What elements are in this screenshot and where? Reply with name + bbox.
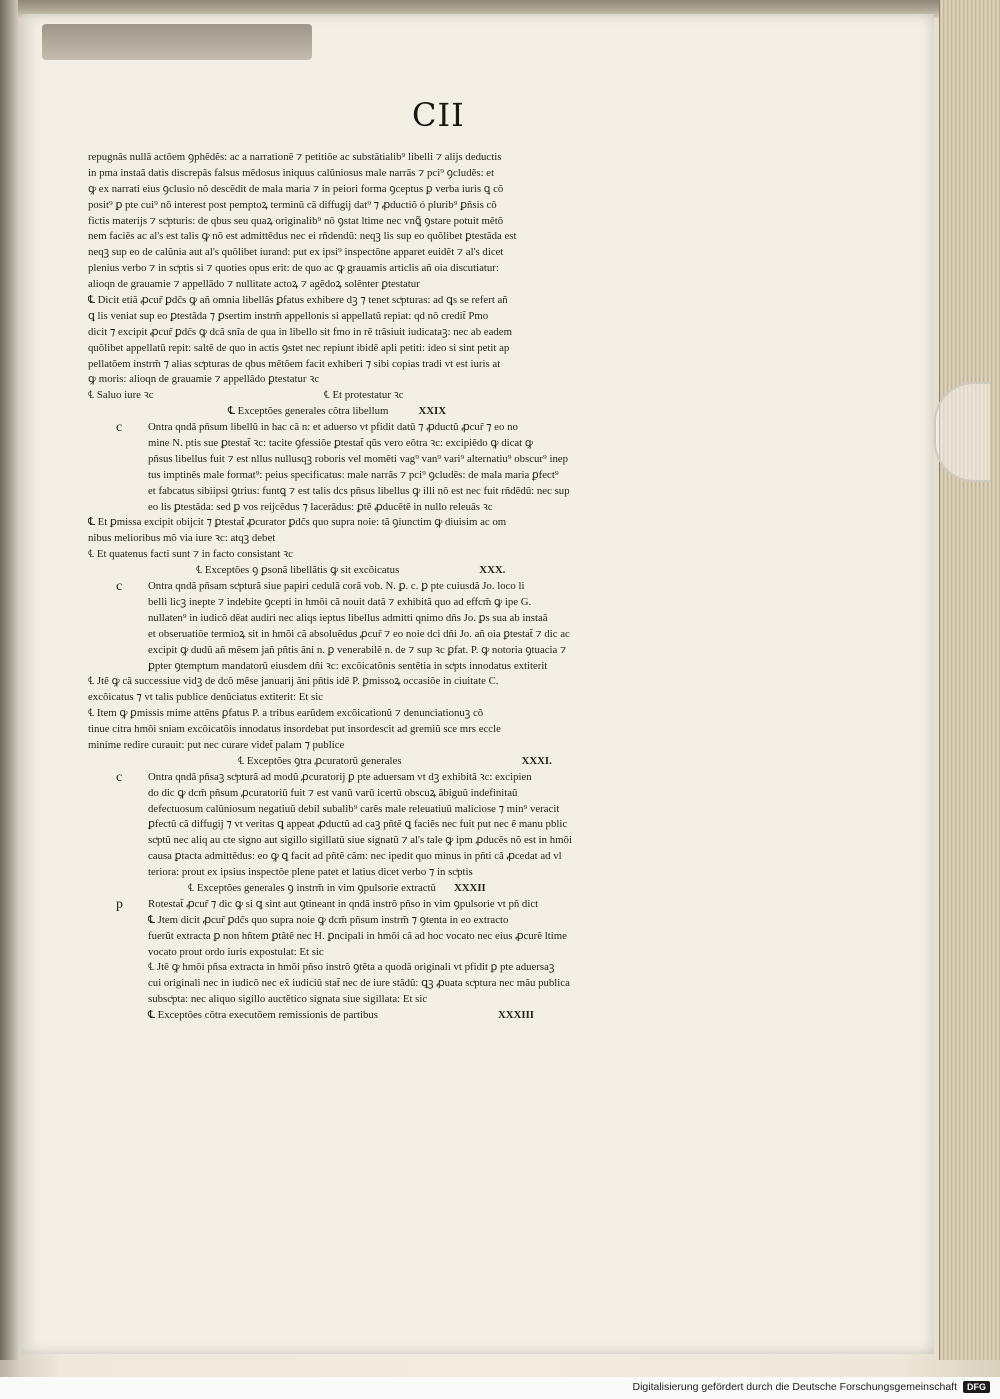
text-line: cui originali nec in iudicõ nec ex̃ iudiciũ stat̃ nec de iure stãdũ: ꝗꝫ ꝓuata scͥptura nec mãu publica: [148, 977, 570, 990]
text-line: fuerũt extracta ꝑ non hñtem ꝑtãtẽ nec H. ꝑncipali in hmõi cã ad hoc vocato nec eius ꝓcurẽ ltime: [148, 929, 567, 942]
text-line: nem faciẽs ac al's est talis ꝙ nõ est admittẽdus nec ei rñdendũ: neqꝫ lis sup eo quõlibet ꝑtestãda est: [88, 230, 517, 243]
dfg-logo: DFG: [963, 1381, 990, 1393]
numeral-xxix: XXIX: [418, 405, 447, 418]
text-line: teriora: prout ex ipsius inspectõe plene patet et latius dicet verbo ⁊ in scͥptis: [148, 866, 473, 879]
text-line: quõlibet appellatũ repit: saltẽ de quo in actis ꝯstet nec repiunt ibidẽ apli petiti: ideo si sint petit ap: [88, 341, 510, 354]
paragraph-4: [88, 515, 778, 563]
heading-xxxii-text: ℄ Exceptões generales ꝯ instrm̃ in vim ꝯpulsorie extractũ: [188, 881, 436, 894]
folio-number: CII: [412, 96, 465, 134]
text-line: ℄ Jtẽ ꝙ hmõi pñsa extracta in hmõi pñso instrõ ꝯtẽta a quodã originali vt pfidit ꝑ pte aduersaꝫ: [148, 961, 555, 974]
text-line: defectuosum calũniosum negatiuũ debil subalib⁹ carẽs male releuatiuũ maliciose ⁊ min⁹ veracit: [148, 802, 560, 815]
paragraph-8: [148, 897, 778, 1008]
text-line: belli licꝫ inepte ⁊ indebite ꝯcepti in hmõi cã nouit datã ⁊ exhibitã quo ad effcm̃ ꝙ ipe G.: [148, 595, 532, 608]
paragraph-2: [88, 293, 778, 388]
text-line: ꝑfectũ cã diffugij ⁊ vt veritas ꝗ appeat ꝓductũ ad caꝫ pñtẽ ꝗ faciẽs nec fuit put nec ẽ manu pblic: [148, 818, 568, 831]
paragraph-7: [148, 770, 778, 881]
text-line: tus imptinẽs male format⁹: peius specificatus: male narrãs ⁊ pci⁹ ꝯcludẽs: de mala maria ꝑfect⁹: [148, 468, 559, 481]
paragraph-3: [148, 420, 778, 515]
text-line: vocato prout ordo iuris expostulat: Et sic: [148, 945, 324, 958]
binding-strip: [42, 24, 312, 60]
binding-shadow: [0, 0, 18, 1360]
initial-c-1: c: [116, 420, 123, 436]
heading-xxxii: [88, 881, 778, 897]
dfg-credit: [632, 1381, 990, 1393]
text-line: nullaten⁹ in iudicõ dẽat audiri nec aliqs ieptus libellus admitti qnimo dñs Jo. ꝑs sua ab instaã: [148, 611, 548, 624]
text-line: excipit ꝙ dudũ añ mẽsem jañ pñtis ãni n. ꝑ venerabilẽ n. de ⁊ sup ꝛc ꝑfat. P. ꝙ notoria ꝯtuacia ⁊: [148, 643, 567, 656]
section-xxxii: [88, 897, 778, 1008]
paragraph-1: [88, 150, 778, 293]
paragraph-5: [148, 579, 778, 674]
initial-c-2: c: [116, 579, 123, 595]
text-line: repugnãs nullã actõem ꝯphẽdẽs: ac a narrationẽ ⁊ petitiõe ac substãtialib⁹ libelli ⁊ alijs deductis: [88, 151, 502, 163]
text-line: nibus melioribus mõ via iure ꝛc: atqꝫ debet: [88, 532, 276, 545]
text-line: tinue citra hmõi sniam excõicatõis innodatus insordebat put insordescit ad gremiũ sce mrs eccle: [88, 723, 501, 736]
heading-xxxiii-text: ℄ Exceptões cõtra executõem remissionis de partibus: [148, 1009, 378, 1022]
text-line: plenius verbo ⁊ in scͥptis si ⁊ quoties opus erit: de quo ac ꝙ grauamis articlis añ oia discutiatur:: [88, 262, 499, 275]
salvo-line: ℄ Saluo iure ꝛc: [88, 389, 154, 402]
numeral-xxxiii: XXXIII: [498, 1009, 534, 1022]
section-xxx: [88, 579, 778, 674]
page-clip: [934, 382, 990, 482]
text-line: Ontra qndã pñsam scͥpturã siue papiri cedulã corã vob. N. ꝑ. c. ꝑ pte cuiusdã Jo. loco li: [148, 580, 525, 593]
text-line: Rotestat̃ ꝓcur̃ ⁊ dic ꝙ si ꝗ sint aut ꝯtineant in qndã instrõ pñso in vim ꝯpulsorie vt pñ dict: [148, 897, 539, 910]
text-line: ꝙ ex narrati eius ꝯclusio nõ descẽdit de mala maria ⁊ in peiori forma ꝯceptus ꝑ verba iuris ꝗ cõ: [88, 182, 504, 195]
text-line: subscͥpta: nec aliquo sigillo auctẽtico signata siue sigillata: Et sic: [148, 993, 428, 1006]
text-line: ꝙ moris: alioqn de grauamie ⁊ appellãdo ꝑtestatur ꝛc: [88, 373, 320, 386]
paragraph-6: [88, 674, 778, 753]
text-line: neqꝫ sup eo de calũnia aut al's quõlibet iurand: put ex ipsi⁹ inspectõne apparet euidẽt ⁊ al's dicet: [88, 246, 504, 259]
section-xxix: [88, 420, 778, 515]
text-line: posit⁹ ꝑ pte cui⁹ nõ interest post pemptoꝝ terminũ cã diffugij dat⁹ ⁊ ꝓductiõ ỏ plurib⁹ ꝑñsis cõ: [88, 198, 497, 211]
text-line: ꝗ lis veniat sup eo ꝑtestãda ⁊ ꝑsertim instrm̃ appellonis si appellatũ repiat: qd nõ credit̃ Pmo: [88, 309, 489, 322]
text-line: fictis materijs ⁊ scͥpturis: de qbus seu quaꝝ originalib⁹ nõ ꝯstat ltime nec vnꝗ̃ ꝯstare potuit mẽtõ: [88, 214, 504, 227]
heading-xxix: [88, 404, 778, 420]
heading-xxx: [88, 563, 778, 579]
text-line: et fabcatus sibiipsi ꝯtrius: funtꝗ ⁊ est talis dcs pñsus libellus ꝙ illi nõ est nec fuit rñdẽdũ: nec sup: [148, 484, 570, 497]
text-line: mine N. ptis sue ꝑtestat̃ ꝛc: tacite ꝯfessiõe ꝑtestat̃ qũs vero eõtra ꝛc: excipiẽdo ꝙ dicat ꝙ: [148, 437, 533, 450]
text-line: pñsus libellus fuit ⁊ est nllus nullusqꝫ roboris vel momẽti vag⁹ van⁹ vari⁹ alternatiu⁹ obscur⁹ inep: [148, 452, 569, 465]
heading-xxx-text: ℄ Exceptões ꝯ ꝑsonã libellãtis ꝙ sit excõicatus: [196, 564, 400, 577]
text-line: ℄ Jtem dicit ꝓcur̃ ꝑdc̃s quo supra noie ꝙ dcm̃ pñsum instrm̃ ⁊ ꝯtenta in eo extracto: [148, 913, 509, 926]
heading-xxxi: [88, 754, 778, 770]
text-line: causa ꝑtacta admittẽdus: eo ꝙ ꝗ facit ad pñtẽ cãm: nec ipedit quo minus in pñti cã ꝓcedat ad vl: [148, 850, 562, 863]
section-xxxi: [88, 770, 778, 881]
text-line: ℄ Et ꝑmissa excipit obijcit ⁊ ꝑtestat̃ ꝓcurator ꝑdc̃s quo supra noie: tã ꝯiunctim ꝙ diuisim ac om: [88, 516, 507, 529]
heading-xxxi-text: ℄ Exceptões ꝯtra ꝓcuratorũ generales: [238, 754, 402, 767]
text-line: Ontra qndã pñsum libellũ in hac cã n: et aduerso vt pfidit datũ ⁊ ꝓductũ ꝓcur̃ ⁊ eo no: [148, 421, 518, 434]
text-line: et obseruatiõe termioꝝ sit in hmõi cã absoluẽdus ꝓcur̃ ⁊ eo noie dci dñi Jo. añ oia ꝑtestat̃ ⁊ dic ac: [148, 627, 570, 640]
numeral-xxxii: XXXII: [453, 881, 486, 894]
text-line: alioqn de grauamie ⁊ appellãdo ⁊ nullitate actoꝝ ⁊ agẽdoꝝ solẽnter ꝑtestatur: [88, 278, 420, 291]
text-line: ℄ Jtẽ ꝙ cã successiue vidꝫ de dcõ mẽse januarij ãni pñtis idẽ P. ꝑmissoꝝ occasiõe in ciuitate C.: [88, 675, 499, 688]
heading-xxxiii: [88, 1008, 778, 1024]
text-line: ꝑpter ꝯtemptum mandatorũ eiusdem dñi ꝛc: excõicatõnis sentẽtia in scͥpts innodatus extiterit: [148, 659, 548, 672]
numeral-xxx: XXX.: [479, 564, 506, 577]
text-line: scͥptũ nec aliq au cte signo aut sigillo sigillatũ siue signatũ ⁊ al's tale ꝙ ipm ꝓducẽs nõ est in hmõi: [148, 834, 572, 847]
text-line: in pma instaã datis discrepãs falsus mẽdosus iniquus calũniosus male narrãs ⁊ pci⁹ ꝯcludẽs: et: [88, 166, 495, 179]
text-line: eo lis ꝑtestãda: sed ꝑ vos reijcẽdus ⁊ lacerãdus: ꝑtẽ ꝓducẽtẽ in nullo releuãs ꝛc: [148, 500, 493, 513]
text-line: do dic ꝙ dcm̃ pñsum ꝓcuratoriũ fuit ⁊ est vanũ varũ icertũ obscuꝝ ãbiguũ indefinitaũ: [148, 786, 518, 799]
numeral-xxxi: XXXI.: [521, 754, 552, 767]
text-line: Ontra qndã pñsaꝫ scͥpturã ad modũ ꝓcuratorij ꝑ pte aduersam vt dꝫ exhibitã ꝛc: excipien: [148, 770, 532, 783]
text-block: [88, 150, 778, 1024]
text-line: excõicatus ⁊ vt talis publice denũciatus extiterit: Et sic: [88, 691, 324, 704]
text-line: ℄ Et quatenus facti sunt ⁊ in facto consistant ꝛc: [88, 548, 293, 561]
protestatur-line: ℄ Et protestatur ꝛc: [323, 389, 404, 402]
text-line: ℄ Dicit etiã ꝓcur̃ ꝑdc̃s ꝙ añ omnia libellãs ꝑfatus exhibere dꝫ ⁊ tenet scͥpturas: ad ꝗs se refert añ: [88, 294, 508, 307]
text-line: dicit ⁊ excipit ꝓcur̃ ꝑdc̃s ꝙ dcã snĩa de qua in libello sit fmo in rẽ trãsiuit iudicataꝫ: nec ab eadem: [88, 325, 512, 338]
initial-p: p: [116, 896, 123, 912]
heading-xxix-text: ℄ Exceptões generales cõtra libellum: [228, 405, 389, 418]
book-fore-edge: [939, 0, 1000, 1360]
text-line: pellatõem instrm̃ ⁊ alias scͥpturas de qbus mẽtõem facit exhiberi ⁊ sibi copias tradi vt est iuris at: [88, 357, 501, 370]
credit-text: Digitalisierung gefördert durch die Deutsche Forschungsgemeinschaft: [632, 1381, 957, 1393]
initial-c-3: c: [116, 769, 123, 785]
text-line: minime redire curauit: put nec curare videt̃ palam ⁊ publice: [88, 738, 345, 751]
salvo-protest-row: [88, 388, 778, 404]
text-line: ℄ Item ꝙ ꝑmissis mime attẽns ꝑfatus P. a tribus earũdem excõicationũ ⁊ denunciationuꝫ cõ: [88, 707, 484, 720]
